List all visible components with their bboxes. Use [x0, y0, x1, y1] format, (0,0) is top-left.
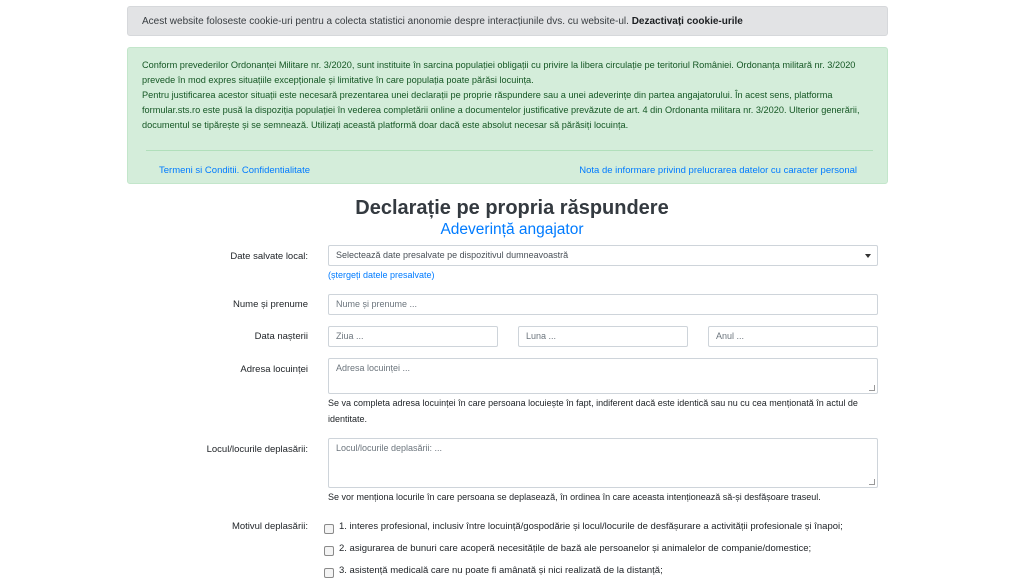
reason-option-1: 1. interes profesional, inclusiv între locuință/gospodărie și locul/locurile de desfășurare a activității profesionale și înapoi;: [339, 521, 843, 532]
address-label: Adresa locuinței: [240, 364, 308, 375]
reason-checkbox-3[interactable]: [324, 568, 334, 578]
clear-saved-data-link[interactable]: (ștergeți datele presalvate): [328, 270, 435, 280]
dob-month-input[interactable]: Luna ...: [518, 326, 688, 347]
reason-option-3: 3. asistență medicală care nu poate fi amânată și nici realizată de la distanță;: [339, 565, 663, 576]
places-textarea[interactable]: [328, 438, 878, 488]
name-label: Nume și prenume: [233, 299, 308, 310]
info-paragraph-2: Pentru justificarea acestor situații este necesară prezentarea unei declarații pe proprie răspundere sau a unei adeverințe din partea angajatorului. În acest sens, platforma formular.sts.ro este pusă la dispoziția populației în vederea completării online a documentelor justificative prevăzute de art. 4 din Ordonanta militara nr. 3/2020. Ulterior generării, documentul se tipărește și se semnează. Utilizați această platformă doar dacă este absolut necesar să părăsiți locuința.: [142, 90, 860, 130]
address-placeholder: Adresa locuinței ...: [336, 363, 411, 373]
terms-link[interactable]: Termeni si Conditii. Confidentialitate: [159, 165, 311, 176]
dob-year-input[interactable]: Anul ...: [708, 326, 878, 347]
info-paragraph-1: Conform prevederilor Ordonanței Militare nr. 3/2020, sunt instituite în sarcina populației obligații cu privire la libera circulație pe teritoriul României. Ordonanța militară nr. 3/2020 prevede în mod expres situațiile excepționale și limitative în care populația poate părăsi locuința.: [142, 60, 856, 85]
info-links: [159, 163, 857, 178]
disable-cookies-link[interactable]: Dezactivați cookie-urile: [631, 16, 743, 27]
info-alert: [127, 47, 888, 184]
cookie-banner: [127, 6, 888, 36]
privacy-notice-link[interactable]: Nota de informare privind prelucrarea datelor cu caracter personal: [579, 165, 857, 176]
address-help-text: Se va completa adresa locuinței în care persoana locuiește în fapt, indiferent dacă este identică sau nu cu cea menționată în actul de identitate.: [328, 398, 858, 424]
reason-label: Motivul deplasării:: [231, 521, 308, 532]
info-divider: [146, 150, 873, 151]
places-placeholder: Locul/locurile deplasării: ...: [336, 443, 443, 453]
address-textarea[interactable]: [328, 358, 878, 394]
page-subtitle: Adeverință angajator: [440, 221, 584, 238]
chevron-down-icon: [865, 254, 871, 258]
cookie-banner-text: Acest website foloseste cookie-uri pentru a colecta statistici anonomie despre interacțiunile dvs. cu website-ul.: [142, 16, 629, 27]
saved-data-select[interactable]: [328, 245, 878, 266]
saved-data-select-value: Selectează date presalvate pe dispozitivul dumneavoastră: [336, 250, 569, 260]
reason-checkbox-1[interactable]: [324, 524, 334, 534]
saved-data-label: Date salvate local:: [230, 251, 308, 262]
dob-day-input[interactable]: Ziua ...: [328, 326, 498, 347]
resize-handle-icon[interactable]: [869, 385, 875, 391]
places-help-text: Se vor menționa locurile în care persoana se deplasează, în ordinea în care aceasta intenționează să-și desfășoare traseul.: [328, 492, 821, 502]
resize-handle-icon[interactable]: [869, 479, 875, 485]
places-label: Locul/locurile deplasării:: [206, 444, 308, 455]
dob-label: Data nașterii: [254, 331, 308, 342]
reason-checkbox-2[interactable]: [324, 546, 334, 556]
name-input[interactable]: Nume și prenume ...: [328, 294, 878, 315]
reason-option-2: 2. asigurarea de bunuri care acoperă necesitățile de bază ale persoanelor și animalelor de companie/domestice;: [339, 543, 812, 554]
page-title: Declarație pe propria răspundere: [355, 197, 669, 219]
